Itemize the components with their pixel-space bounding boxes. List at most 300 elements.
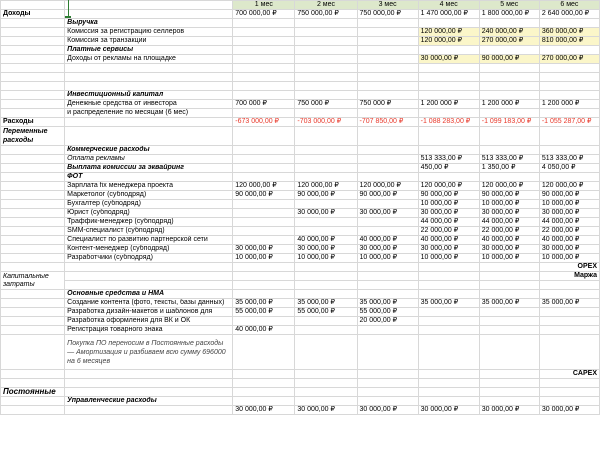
cell[interactable]	[65, 388, 233, 397]
cell[interactable]	[357, 155, 418, 164]
cell[interactable]	[357, 73, 418, 82]
cell[interactable]	[233, 55, 295, 64]
cell[interactable]	[295, 281, 357, 290]
cell[interactable]: 30 000,00 ₽	[539, 245, 599, 254]
cell[interactable]	[357, 164, 418, 173]
cell[interactable]: 55 000,00 ₽	[357, 308, 418, 317]
cell[interactable]: 35 000,00 ₽	[233, 299, 295, 308]
row-label[interactable]: Выплата комиссии за эквайринг	[65, 164, 233, 173]
cell[interactable]	[1, 299, 65, 308]
cell[interactable]: 30 000,00 ₽	[418, 55, 479, 64]
fixed-title[interactable]: Постоянные	[1, 388, 65, 397]
cell[interactable]: 360 000,00 ₽	[539, 28, 599, 37]
invest-title[interactable]: Инвестиционный капитал	[65, 91, 233, 100]
cell[interactable]	[295, 109, 357, 118]
cell[interactable]	[539, 388, 599, 397]
cell[interactable]	[357, 146, 418, 155]
cell[interactable]	[65, 406, 233, 415]
cell[interactable]	[539, 19, 599, 28]
cell[interactable]	[233, 200, 295, 209]
opex-label[interactable]: OPEX	[539, 263, 599, 272]
income-total-cell[interactable]: 1 470 000,00 ₽	[418, 10, 479, 19]
row-label[interactable]: Контент-менеджер (субподряд)	[65, 245, 233, 254]
cell[interactable]	[1, 64, 65, 73]
month-header[interactable]: 6 мес	[539, 1, 599, 10]
balance-cell[interactable]: -1 055 287,00 ₽	[539, 118, 599, 127]
cell[interactable]: 513 333,00 ₽	[539, 155, 599, 164]
cell[interactable]: 10 000,00 ₽	[233, 254, 295, 263]
cell[interactable]: 10 000,00 ₽	[479, 200, 539, 209]
cell[interactable]	[357, 37, 418, 46]
month-header[interactable]: 1 мес	[233, 1, 295, 10]
cell[interactable]: 30 000,00 ₽	[479, 406, 539, 415]
cell[interactable]: 30 000,00 ₽	[539, 209, 599, 218]
cell[interactable]	[233, 73, 295, 82]
cell[interactable]	[539, 82, 599, 91]
cell[interactable]	[1, 28, 65, 37]
cell[interactable]: 30 000,00 ₽	[418, 406, 479, 415]
cell[interactable]	[295, 218, 357, 227]
cell[interactable]	[539, 317, 599, 326]
cell[interactable]: 90 000,00 ₽	[418, 191, 479, 200]
month-header[interactable]: 4 мес	[418, 1, 479, 10]
row-label[interactable]: Траффик-менеджер (субподряд)	[65, 218, 233, 227]
cell[interactable]	[418, 272, 479, 281]
cell[interactable]	[479, 127, 539, 146]
cell[interactable]	[295, 335, 357, 370]
cell[interactable]: 10 000,00 ₽	[418, 200, 479, 209]
cell[interactable]: 10 000,00 ₽	[357, 254, 418, 263]
cell[interactable]	[1, 209, 65, 218]
cell[interactable]	[479, 109, 539, 118]
cell[interactable]	[539, 290, 599, 299]
cell[interactable]	[418, 109, 479, 118]
cell[interactable]	[357, 290, 418, 299]
balance-cell[interactable]: -1 088 283,00 ₽	[418, 118, 479, 127]
cell[interactable]	[539, 281, 599, 290]
cell[interactable]	[539, 127, 599, 146]
cell[interactable]	[1, 109, 65, 118]
cell[interactable]: 513 333,00 ₽	[418, 155, 479, 164]
cell[interactable]: 30 000,00 ₽	[233, 245, 295, 254]
cell[interactable]	[233, 388, 295, 397]
cell[interactable]	[539, 64, 599, 73]
cell[interactable]: 750 000 ₽	[357, 100, 418, 109]
cell[interactable]: 30 000,00 ₽	[418, 245, 479, 254]
balance-cell[interactable]: -703 000,00 ₽	[295, 118, 357, 127]
cell[interactable]	[1, 326, 65, 335]
cell[interactable]	[1, 406, 65, 415]
cell[interactable]	[65, 73, 233, 82]
cell[interactable]	[539, 46, 599, 55]
cell[interactable]	[1, 1, 65, 10]
row-label[interactable]: Разработчики (субподряд)	[65, 254, 233, 263]
month-header[interactable]: 3 мес	[357, 1, 418, 10]
cell[interactable]: 700 000 ₽	[233, 100, 295, 109]
cell[interactable]: 120 000,00 ₽	[418, 28, 479, 37]
cell[interactable]: 90 000,00 ₽	[357, 191, 418, 200]
cell[interactable]	[295, 46, 357, 55]
cell[interactable]	[1, 155, 65, 164]
cell[interactable]: 40 000,00 ₽	[357, 236, 418, 245]
capex-label[interactable]: CAPEX	[539, 370, 599, 379]
cell[interactable]: 450,00 ₽	[418, 164, 479, 173]
cell[interactable]: 4 050,00 ₽	[539, 164, 599, 173]
cell[interactable]	[1, 82, 65, 91]
cell[interactable]	[479, 91, 539, 100]
cell[interactable]	[479, 46, 539, 55]
cell[interactable]	[295, 173, 357, 182]
cell[interactable]: 40 000,00 ₽	[233, 326, 295, 335]
cell[interactable]: 22 000,00 ₽	[479, 227, 539, 236]
balance-cell[interactable]: -707 850,00 ₽	[357, 118, 418, 127]
cell[interactable]	[539, 397, 599, 406]
cell[interactable]	[65, 281, 233, 290]
cell[interactable]	[233, 155, 295, 164]
cell[interactable]	[295, 290, 357, 299]
cell[interactable]: 120 000,00 ₽	[539, 182, 599, 191]
cell[interactable]	[479, 388, 539, 397]
cell[interactable]	[1, 227, 65, 236]
cell[interactable]	[418, 127, 479, 146]
cell[interactable]	[479, 397, 539, 406]
cell[interactable]: 30 000,00 ₽	[295, 245, 357, 254]
cell[interactable]: 40 000,00 ₽	[479, 236, 539, 245]
cell[interactable]: 240 000,00 ₽	[479, 28, 539, 37]
cell[interactable]	[295, 370, 357, 379]
cell[interactable]: 1 200 000 ₽	[418, 100, 479, 109]
cell[interactable]	[295, 317, 357, 326]
cell[interactable]	[479, 272, 539, 281]
cell[interactable]	[479, 146, 539, 155]
cell[interactable]	[295, 272, 357, 281]
cell[interactable]	[418, 91, 479, 100]
cell[interactable]: 810 000,00 ₽	[539, 37, 599, 46]
cell[interactable]	[233, 164, 295, 173]
cell[interactable]	[233, 82, 295, 91]
cell[interactable]	[1, 335, 65, 370]
cell[interactable]	[357, 326, 418, 335]
cell[interactable]	[233, 109, 295, 118]
cell[interactable]	[233, 272, 295, 281]
cell[interactable]	[1, 218, 65, 227]
cell[interactable]: 35 000,00 ₽	[295, 299, 357, 308]
cell[interactable]: 1 350,00 ₽	[479, 164, 539, 173]
cell[interactable]	[479, 73, 539, 82]
cell[interactable]	[295, 397, 357, 406]
cell[interactable]: 22 000,00 ₽	[539, 227, 599, 236]
cell[interactable]	[233, 46, 295, 55]
cell[interactable]	[357, 55, 418, 64]
cell[interactable]: 30 000,00 ₽	[479, 209, 539, 218]
cell[interactable]	[1, 236, 65, 245]
cell[interactable]	[1, 55, 65, 64]
cell[interactable]: 120 000,00 ₽	[418, 37, 479, 46]
cell[interactable]	[295, 37, 357, 46]
cell[interactable]	[295, 91, 357, 100]
cell[interactable]	[233, 209, 295, 218]
cell[interactable]	[357, 218, 418, 227]
cell[interactable]: 270 000,00 ₽	[539, 55, 599, 64]
cell[interactable]	[418, 263, 479, 272]
income-total-cell[interactable]: 750 000,00 ₽	[357, 10, 418, 19]
cell[interactable]	[1, 245, 65, 254]
cell[interactable]	[539, 379, 599, 388]
cell[interactable]: 55 000,00 ₽	[295, 308, 357, 317]
income-total-cell[interactable]: 700 000,00 ₽	[233, 10, 295, 19]
row-label[interactable]: Комиссия за транзакции	[65, 37, 233, 46]
cell[interactable]	[1, 379, 65, 388]
cell[interactable]	[233, 64, 295, 73]
row-label[interactable]: Разработка дизайн-макетов и шаблонов для	[65, 308, 233, 317]
cell[interactable]	[295, 200, 357, 209]
cell[interactable]	[479, 326, 539, 335]
cell[interactable]	[418, 335, 479, 370]
cell[interactable]	[1, 263, 65, 272]
cell[interactable]	[233, 379, 295, 388]
cell[interactable]	[233, 91, 295, 100]
cell[interactable]	[233, 397, 295, 406]
cell[interactable]: 35 000,00 ₽	[418, 299, 479, 308]
cell[interactable]	[65, 272, 233, 281]
fixed-assets-title[interactable]: Основные средства и НМА	[65, 290, 233, 299]
cell[interactable]	[295, 326, 357, 335]
cell[interactable]	[539, 109, 599, 118]
cell[interactable]: 1 200 000 ₽	[479, 100, 539, 109]
cell[interactable]	[357, 46, 418, 55]
cell[interactable]	[357, 227, 418, 236]
commercial-title[interactable]: Коммерческие расходы	[65, 146, 233, 155]
cell[interactable]	[233, 281, 295, 290]
row-label[interactable]: Специалист по развитию партнерской сети	[65, 236, 233, 245]
cell[interactable]	[418, 46, 479, 55]
cell[interactable]	[357, 272, 418, 281]
cell[interactable]	[1, 182, 65, 191]
cell[interactable]	[1, 91, 65, 100]
cell[interactable]	[233, 236, 295, 245]
cell[interactable]	[295, 263, 357, 272]
cell[interactable]	[1, 46, 65, 55]
row-label[interactable]: Зарплата fix менеджера проекта	[65, 182, 233, 191]
cell[interactable]: 30 000,00 ₽	[295, 406, 357, 415]
cell[interactable]	[233, 218, 295, 227]
cell[interactable]	[295, 164, 357, 173]
cell[interactable]	[295, 73, 357, 82]
software-note[interactable]: Покупка ПО переносим в Постоянные расходы — Амортизация и разбиваем всю сумму 696000 на 6 месяцев	[65, 335, 233, 370]
cell[interactable]	[479, 173, 539, 182]
capital-title[interactable]: Капитальные затраты	[1, 272, 65, 290]
cell[interactable]	[539, 146, 599, 155]
cell[interactable]	[65, 263, 233, 272]
cell[interactable]	[295, 28, 357, 37]
cell[interactable]	[1, 397, 65, 406]
cell[interactable]	[418, 146, 479, 155]
cell[interactable]: 120 000,00 ₽	[357, 182, 418, 191]
cell[interactable]	[539, 173, 599, 182]
cell[interactable]	[1, 370, 65, 379]
cell[interactable]	[418, 290, 479, 299]
row-label[interactable]: Бухгалтер (субподряд)	[65, 200, 233, 209]
cell[interactable]: 270 000,00 ₽	[479, 37, 539, 46]
cell[interactable]: 40 000,00 ₽	[295, 236, 357, 245]
mgmt-title[interactable]: Управленческие расходы	[65, 397, 233, 406]
cell[interactable]	[357, 109, 418, 118]
month-header[interactable]: 2 мес	[295, 1, 357, 10]
cell[interactable]	[1, 254, 65, 263]
cell[interactable]	[295, 19, 357, 28]
cell[interactable]: 35 000,00 ₽	[357, 299, 418, 308]
cell[interactable]: 55 000,00 ₽	[233, 308, 295, 317]
cell[interactable]	[479, 308, 539, 317]
cell[interactable]	[479, 290, 539, 299]
cell[interactable]	[539, 326, 599, 335]
cell[interactable]	[233, 263, 295, 272]
cell[interactable]	[418, 19, 479, 28]
cell[interactable]: 44 000,00 ₽	[539, 218, 599, 227]
cell[interactable]	[357, 64, 418, 73]
cell[interactable]	[418, 317, 479, 326]
cell[interactable]	[233, 290, 295, 299]
cell[interactable]: 90 000,00 ₽	[479, 55, 539, 64]
cell[interactable]	[65, 127, 233, 146]
income-total-cell[interactable]: 2 640 000,00 ₽	[539, 10, 599, 19]
cell[interactable]	[1, 308, 65, 317]
row-label[interactable]: и распределение по месяцам (6 мес)	[65, 109, 233, 118]
cell[interactable]: 22 000,00 ₽	[418, 227, 479, 236]
cell[interactable]	[295, 55, 357, 64]
cell[interactable]	[1, 290, 65, 299]
cell[interactable]	[539, 73, 599, 82]
cell[interactable]	[418, 73, 479, 82]
row-label[interactable]: Разработка оформления для ВК и ОК	[65, 317, 233, 326]
cell[interactable]	[357, 82, 418, 91]
cell[interactable]: 40 000,00 ₽	[539, 236, 599, 245]
cell[interactable]	[1, 100, 65, 109]
cell[interactable]	[357, 263, 418, 272]
cell[interactable]	[65, 10, 233, 19]
cell[interactable]	[1, 37, 65, 46]
cell[interactable]	[1, 19, 65, 28]
cell[interactable]	[295, 227, 357, 236]
cell[interactable]	[1, 173, 65, 182]
cell[interactable]	[1, 73, 65, 82]
month-header[interactable]: 5 мес	[479, 1, 539, 10]
row-label[interactable]: Комиссия за регистрацию селлеров	[65, 28, 233, 37]
cell[interactable]	[233, 370, 295, 379]
cell[interactable]	[418, 370, 479, 379]
cell[interactable]	[418, 326, 479, 335]
cell[interactable]	[418, 397, 479, 406]
row-label[interactable]: Регистрация товарного знака	[65, 326, 233, 335]
revenue-title[interactable]: Выручка	[65, 19, 233, 28]
cell[interactable]	[357, 335, 418, 370]
row-label[interactable]: Юрист (субподряд)	[65, 209, 233, 218]
cell[interactable]: 30 000,00 ₽	[357, 245, 418, 254]
cell[interactable]: 44 000,00 ₽	[418, 218, 479, 227]
cell[interactable]: 10 000,00 ₽	[539, 200, 599, 209]
cell[interactable]	[1, 317, 65, 326]
cell[interactable]	[233, 127, 295, 146]
cell[interactable]	[479, 19, 539, 28]
cell[interactable]	[479, 335, 539, 370]
cell[interactable]	[539, 308, 599, 317]
cell[interactable]	[295, 379, 357, 388]
cell[interactable]	[357, 173, 418, 182]
cell[interactable]	[357, 19, 418, 28]
row-label[interactable]: Оплата рекламы	[65, 155, 233, 164]
cell[interactable]	[233, 19, 295, 28]
cell[interactable]	[479, 263, 539, 272]
cell[interactable]	[479, 281, 539, 290]
fot-title[interactable]: ФОТ	[65, 173, 233, 182]
cell[interactable]	[65, 379, 233, 388]
income-title[interactable]: Доходы	[1, 10, 65, 19]
cell[interactable]: 35 000,00 ₽	[479, 299, 539, 308]
cell[interactable]	[479, 379, 539, 388]
row-label[interactable]: Создание контента (фото, тексты, базы данных)	[65, 299, 233, 308]
cell[interactable]	[65, 64, 233, 73]
cell[interactable]	[357, 370, 418, 379]
cell[interactable]	[233, 146, 295, 155]
cell[interactable]	[65, 1, 233, 10]
cell[interactable]	[539, 91, 599, 100]
cell[interactable]	[418, 379, 479, 388]
cell[interactable]	[1, 146, 65, 155]
cell[interactable]: 120 000,00 ₽	[295, 182, 357, 191]
cell[interactable]	[418, 308, 479, 317]
cell[interactable]: 120 000,00 ₽	[418, 182, 479, 191]
cell[interactable]: 30 000,00 ₽	[418, 209, 479, 218]
cell[interactable]	[65, 118, 233, 127]
cell[interactable]	[295, 388, 357, 397]
income-total-cell[interactable]: 1 800 000,00 ₽	[479, 10, 539, 19]
cell[interactable]: 30 000,00 ₽	[479, 245, 539, 254]
cell[interactable]	[357, 281, 418, 290]
cell[interactable]	[539, 335, 599, 370]
cell[interactable]: 90 000,00 ₽	[295, 191, 357, 200]
cell[interactable]	[233, 37, 295, 46]
cell[interactable]	[479, 370, 539, 379]
cell[interactable]: 30 000,00 ₽	[539, 406, 599, 415]
cell[interactable]: 30 000,00 ₽	[295, 209, 357, 218]
cell[interactable]	[295, 82, 357, 91]
cell[interactable]: 10 000,00 ₽	[539, 254, 599, 263]
cell[interactable]	[1, 200, 65, 209]
cell[interactable]	[1, 164, 65, 173]
cell[interactable]: 30 000,00 ₽	[357, 209, 418, 218]
cell[interactable]	[479, 317, 539, 326]
cell[interactable]	[418, 173, 479, 182]
cell[interactable]: 20 000,00 ₽	[357, 317, 418, 326]
cell[interactable]	[295, 155, 357, 164]
cell[interactable]	[65, 370, 233, 379]
cell[interactable]: 30 000,00 ₽	[357, 406, 418, 415]
cell[interactable]: 1 200 000 ₽	[539, 100, 599, 109]
cell[interactable]: 44 000,00 ₽	[479, 218, 539, 227]
cell[interactable]: 30 000,00 ₽	[233, 406, 295, 415]
cell[interactable]	[418, 388, 479, 397]
cell[interactable]	[295, 127, 357, 146]
cell[interactable]	[479, 64, 539, 73]
balance-cell[interactable]: -673 000,00 ₽	[233, 118, 295, 127]
cell[interactable]	[357, 388, 418, 397]
cell[interactable]	[233, 28, 295, 37]
income-total-cell[interactable]: 750 000,00 ₽	[295, 10, 357, 19]
cell[interactable]	[418, 82, 479, 91]
cell[interactable]: 10 000,00 ₽	[418, 254, 479, 263]
cell[interactable]: 120 000,00 ₽	[479, 182, 539, 191]
cell[interactable]	[233, 173, 295, 182]
